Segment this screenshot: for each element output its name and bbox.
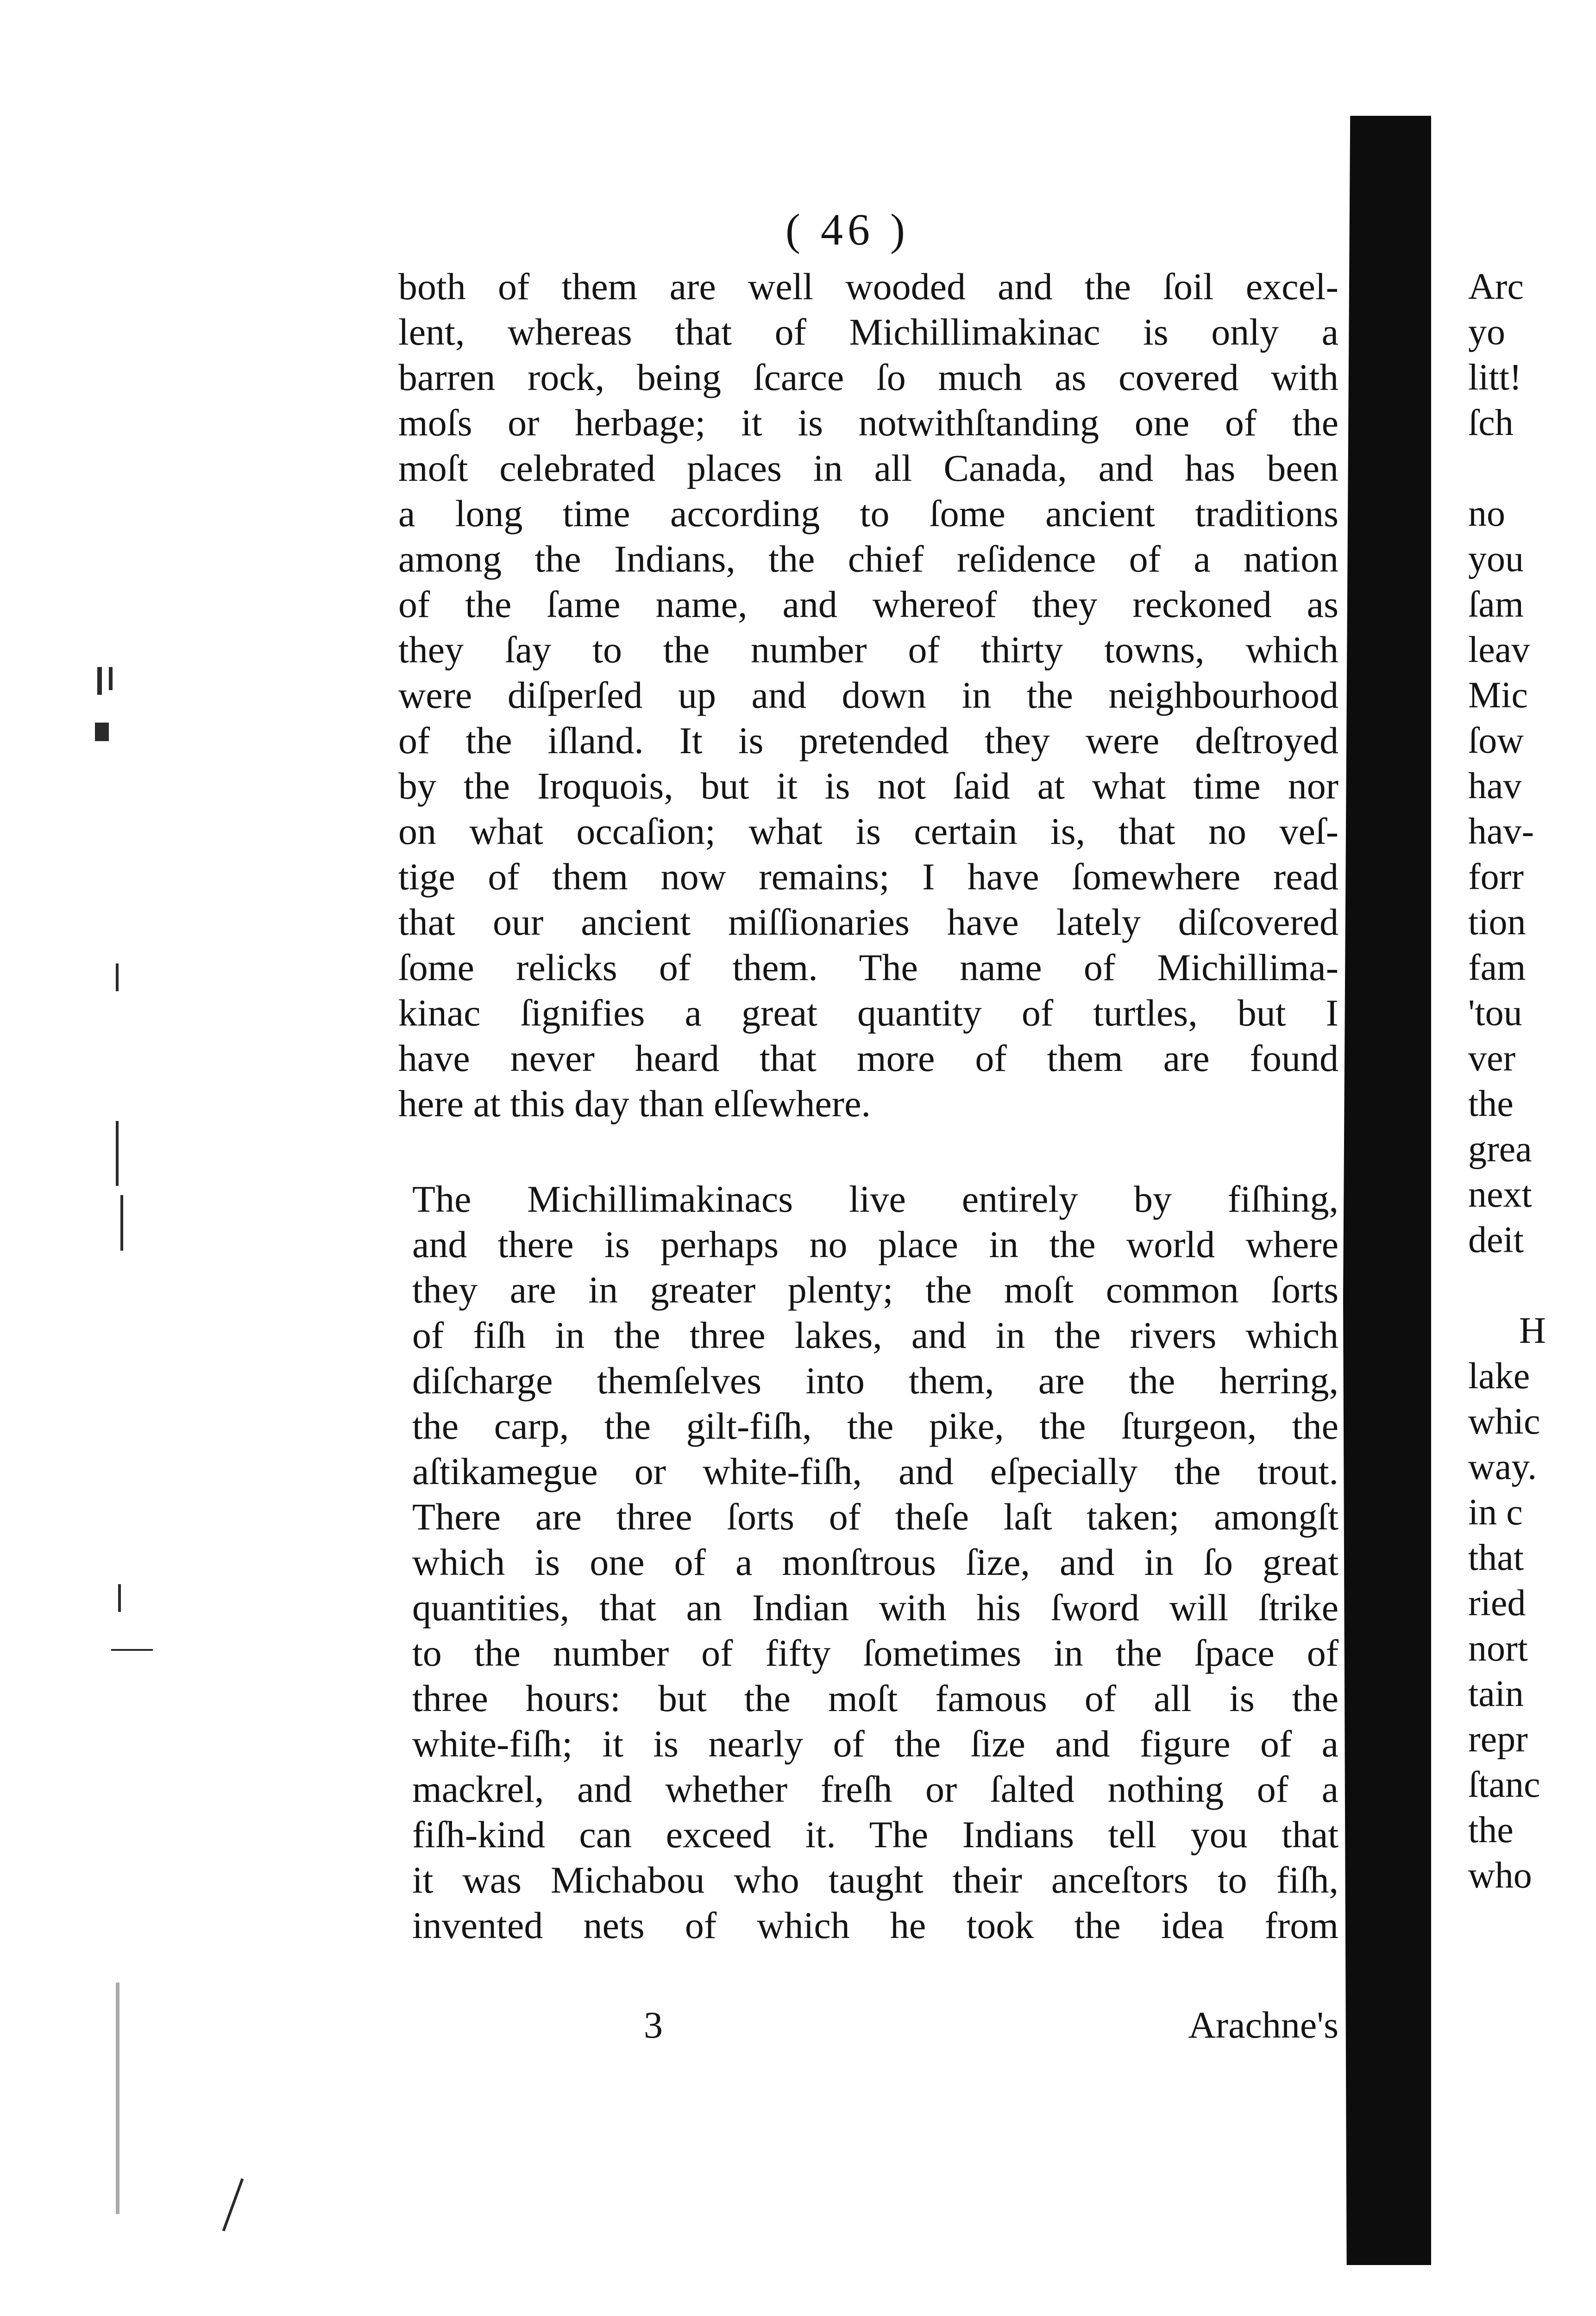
facing-page-fragment: forr — [1468, 856, 1524, 897]
facing-page-fragment: H — [1519, 1310, 1546, 1351]
page-gutter-shadow — [1343, 116, 1431, 2265]
text-line: quantities, that an Indian with his ſword will ſtrike — [412, 1586, 1338, 1629]
facing-page-fragment: hav — [1468, 766, 1522, 806]
text-line: three hours: but the moſt famous of all is the — [412, 1677, 1338, 1719]
facing-page-fragment: ſtanc — [1468, 1764, 1540, 1805]
facing-page-fragment: next — [1468, 1174, 1532, 1215]
text-line: The Michillimakinacs live entirely by fiſhing, — [412, 1178, 1338, 1220]
text-line: moſs or herbage; it is notwithſtanding one of the — [398, 402, 1338, 444]
page-number: ( 46 ) — [785, 205, 910, 254]
facing-page-fragment: that — [1468, 1537, 1524, 1578]
facing-page-fragment: ver — [1468, 1038, 1516, 1079]
scan-mark — [120, 1195, 123, 1251]
facing-page-fragments — [1468, 264, 1596, 1898]
facing-page-fragment: Arc — [1468, 266, 1524, 307]
signature-mark: 3 — [644, 2004, 663, 2046]
facing-page-fragment: ſow — [1468, 720, 1524, 761]
facing-page-fragment: you — [1468, 539, 1524, 579]
facing-page-fragment: fam — [1468, 947, 1526, 988]
facing-page-fragment: the — [1468, 1810, 1514, 1850]
scan-mark — [109, 667, 113, 690]
text-line: diſcharge themſelves into them, are the herring, — [412, 1359, 1338, 1402]
text-line: There are three ſorts of theſe laſt taken; amongſt — [412, 1496, 1338, 1538]
text-line: ſome relicks of them. The name of Michillima- — [398, 946, 1338, 988]
text-line: have never heard that more of them are found — [398, 1037, 1338, 1079]
page-footer — [398, 2003, 1338, 2054]
facing-page-fragment: ſch — [1468, 403, 1514, 443]
scan-mark — [116, 1121, 119, 1186]
text-line: here at this day than elſewhere. — [398, 1082, 871, 1125]
facing-page-fragment: in c — [1468, 1492, 1523, 1533]
text-line: tige of them now remains; I have ſomewhere read — [398, 856, 1338, 898]
text-line: barren rock, being ſcarce ſo much as covered with — [398, 356, 1338, 398]
text-line: fiſh-kind can exceed it. The Indians tell you that — [412, 1813, 1338, 1856]
facing-page-fragment — [1468, 1263, 1596, 1308]
facing-page-fragment: yo — [1468, 312, 1505, 352]
scan-mark — [111, 1649, 153, 1651]
facing-page-fragment: lake — [1468, 1356, 1530, 1397]
scan-mark — [97, 667, 102, 695]
text-line: lent, whereas that of Michillimakinac is only a — [398, 311, 1338, 353]
facing-page-fragment: tain — [1468, 1674, 1524, 1714]
facing-page-fragment: who — [1468, 1855, 1532, 1896]
scan-mark — [118, 1584, 121, 1612]
facing-page-fragment: ſam — [1468, 584, 1524, 625]
text-line: on what occaſion; what is certain is, that no veſ- — [398, 810, 1338, 852]
text-line: of fiſh in the three lakes, and in the rivers which — [412, 1314, 1338, 1356]
text-line: it was Michabou who taught their anceſtors to fiſh, — [412, 1859, 1338, 1901]
text-line: they are in greater plenty; the moſt common ſorts — [412, 1269, 1338, 1311]
scan-mark — [222, 2178, 244, 2232]
text-line: aſtikamegue or white-fiſh, and eſpecially the trout. — [412, 1450, 1338, 1492]
text-line: that our ancient miſſionaries have lately diſcovered — [398, 901, 1338, 943]
text-line: both of them are well wooded and the ſoil excel- — [398, 265, 1338, 308]
facing-page-fragment: no — [1468, 493, 1505, 534]
text-line: white-fiſh; it is nearly of the ſize and figure of a — [412, 1723, 1338, 1765]
text-line: invented nets of which he took the idea from — [412, 1904, 1338, 1946]
facing-page-fragment: whic — [1468, 1401, 1540, 1442]
text-line: they ſay to the number of thirty towns, which — [398, 629, 1338, 671]
scan-mark — [116, 963, 119, 991]
facing-page-fragment: Mic — [1468, 675, 1528, 716]
facing-page-fragment: grea — [1468, 1129, 1532, 1170]
text-line: kinac ſignifies a great quantity of turtles, but I — [398, 992, 1338, 1034]
facing-page-fragment: leav — [1468, 629, 1530, 670]
facing-page-fragment: litt! — [1468, 357, 1522, 398]
text-line: among the Indians, the chief reſidence of a nation — [398, 538, 1338, 580]
text-line: moſt celebrated places in all Canada, and has been — [398, 447, 1338, 489]
text-line: a long time according to ſome ancient traditions — [398, 492, 1338, 535]
text-line: were diſperſed up and down in the neighbourhood — [398, 674, 1338, 716]
facing-page-fragment: deit — [1468, 1220, 1524, 1260]
facing-page-fragment: way. — [1468, 1447, 1537, 1487]
text-line: the carp, the gilt-fiſh, the pike, the ſturgeon, the — [412, 1405, 1338, 1447]
facing-page-fragment: nort — [1468, 1628, 1528, 1669]
scan-mark — [116, 1982, 119, 2214]
text-line: of the iſland. It is pretended they were deſtroyed — [398, 719, 1338, 762]
paragraph-2 — [412, 1177, 1338, 1948]
paragraph-1 — [398, 264, 1338, 1127]
facing-page-fragment: 'tou — [1468, 993, 1522, 1033]
facing-page-fragment: the — [1468, 1083, 1514, 1124]
text-line: and there is perhaps no place in the world where — [412, 1223, 1338, 1265]
facing-page-fragment: ried — [1468, 1583, 1526, 1624]
facing-page-fragment: tion — [1468, 902, 1526, 943]
facing-page-fragment — [1468, 446, 1596, 491]
catchword: Arachne's — [1188, 2004, 1338, 2046]
text-line: by the Iroquois, but it is not ſaid at what time nor — [398, 765, 1338, 807]
scan-mark — [95, 723, 109, 741]
text-line: mackrel, and whether freſh or ſalted nothing of a — [412, 1768, 1338, 1810]
text-line: which is one of a monſtrous ſize, and in ſo great — [412, 1541, 1338, 1583]
text-line: of the ſame name, and whereof they reckoned as — [398, 583, 1338, 625]
facing-page-fragment: hav- — [1468, 811, 1534, 852]
text-line: to the number of fifty ſometimes in the ſpace of — [412, 1632, 1338, 1674]
facing-page-fragment: repr — [1468, 1719, 1528, 1760]
